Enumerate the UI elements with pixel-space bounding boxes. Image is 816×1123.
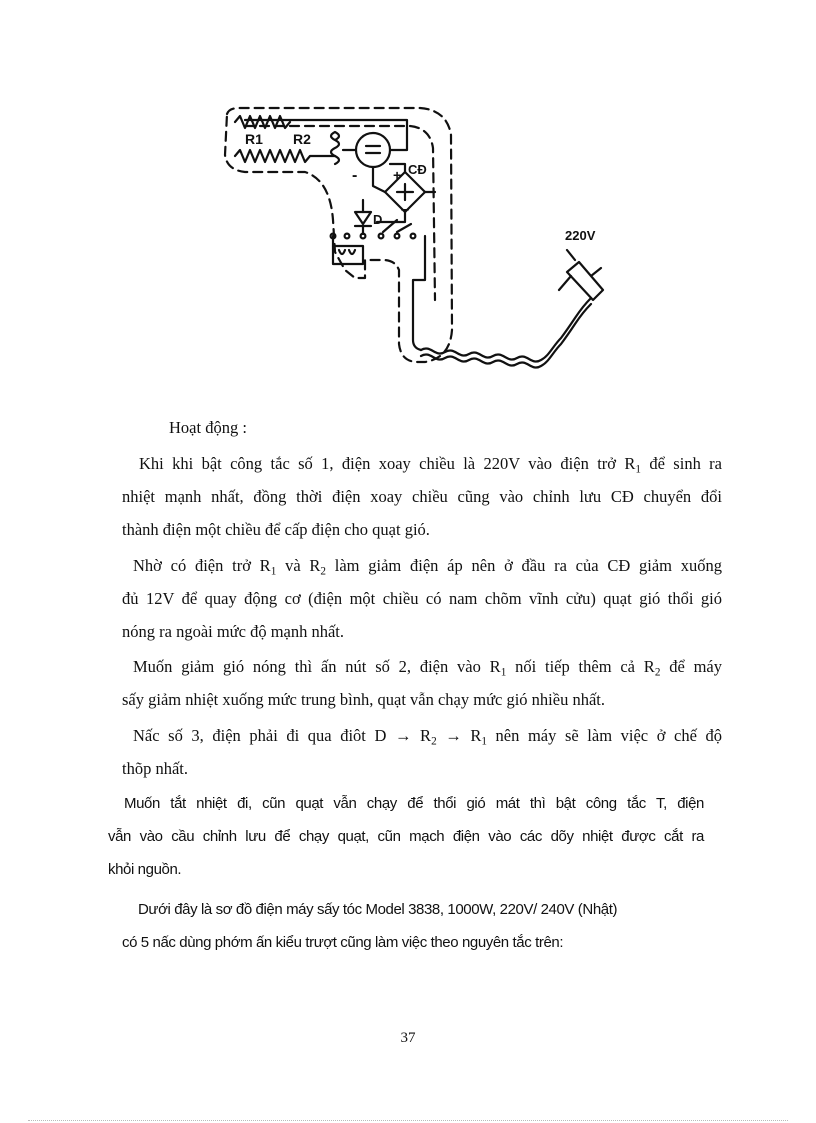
label-r1: R1 <box>245 131 263 147</box>
paragraph-3-line-2: sấy giảm nhiệt xuống mức trung bình, quạt vẫn chạy mức gió nhiều nhất. <box>122 690 605 709</box>
paragraph-5 <box>108 787 704 886</box>
label-diode: D <box>373 212 383 227</box>
hair-dryer-circuit-diagram <box>215 100 610 380</box>
label-switch: T <box>401 206 409 221</box>
paragraph-2 <box>122 549 722 648</box>
label-voltage: 220V <box>565 228 596 243</box>
paragraph-4-line-2: thõp nhất. <box>122 759 188 778</box>
paragraph-1-line-2: nhiệt mạnh nhất, đồng thời điện xoay chiều cũng vào chỉnh lưu CĐ chuyển đổi <box>122 487 722 506</box>
footer-divider <box>28 1120 788 1121</box>
fan-motor-symbol <box>356 133 390 167</box>
label-r2: R2 <box>293 131 311 147</box>
paragraph-2-line-2: đủ 12V để quay động cơ (điện một chiều có nam chõm vĩnh cửu) quạt gió thổi gió <box>122 589 722 608</box>
label-plus: + <box>393 167 402 183</box>
paragraph-1-line-1: Khi khi bật công tắc số 1, điện xoay chiều là 220V vào điện trở $R_1$ để sinh ra <box>139 454 722 476</box>
page-number: 37 <box>400 1030 416 1046</box>
label-minus: - <box>352 167 358 184</box>
paragraph-6 <box>122 893 722 959</box>
paragraph-3 <box>122 650 722 716</box>
selector-switch-block <box>333 246 363 264</box>
paragraph-1 <box>122 447 722 546</box>
resistor-r2 <box>235 150 335 162</box>
paragraph-5-line-1: Muốn tắt nhiệt đi, cũn quạt vẫn chạy để thổi gió mát thì bật công tắc T, điện <box>124 795 704 812</box>
paragraph-3-line-1: Muốn giảm gió nóng thì ấn nút số 2, điện vào $R_1$ nối tiếp thêm cả $R_2$ để máy <box>133 657 723 679</box>
paragraph-4-line-1: Nấc số 3, điện phải đi qua điôt $D \to R_2 \to R_1$ nên máy sẽ làm việc ở chế độ <box>133 726 722 748</box>
paragraph-6-line-1: Dưới đây là sơ đồ điện máy sấy tóc Model 3838, 1000W, 220V/ 240V (Nhật) <box>138 901 618 918</box>
section-heading: Hoạt động : <box>169 418 247 437</box>
label-cd: CĐ <box>408 162 427 177</box>
paragraph-2-line-1: Nhờ có điện trở $R_1$ và $R_2$ làm giảm điện áp nên ở đầu ra của CĐ giảm xuống <box>133 556 723 578</box>
paragraph-2-line-3: nóng ra ngoài mức độ mạnh nhất. <box>122 622 345 641</box>
power-cord <box>421 298 591 362</box>
paragraph-4 <box>122 719 722 785</box>
power-plug <box>559 250 603 300</box>
paragraph-6-line-2: có 5 nấc dùng phớm ấn kiểu trượt cũng làm việc theo nguyên tắc trên: <box>122 934 564 951</box>
paragraph-5-line-2: vẫn vào cầu chỉnh lưu để chạy quạt, cũn mạch điện vào các dõy nhiệt được cắt ra <box>108 828 704 845</box>
paragraph-5-line-3: khỏi nguồn. <box>108 861 182 878</box>
diode-d <box>355 212 371 226</box>
paragraph-1-line-3: thành điện một chiều để cấp điện cho quạt gió. <box>122 520 430 539</box>
